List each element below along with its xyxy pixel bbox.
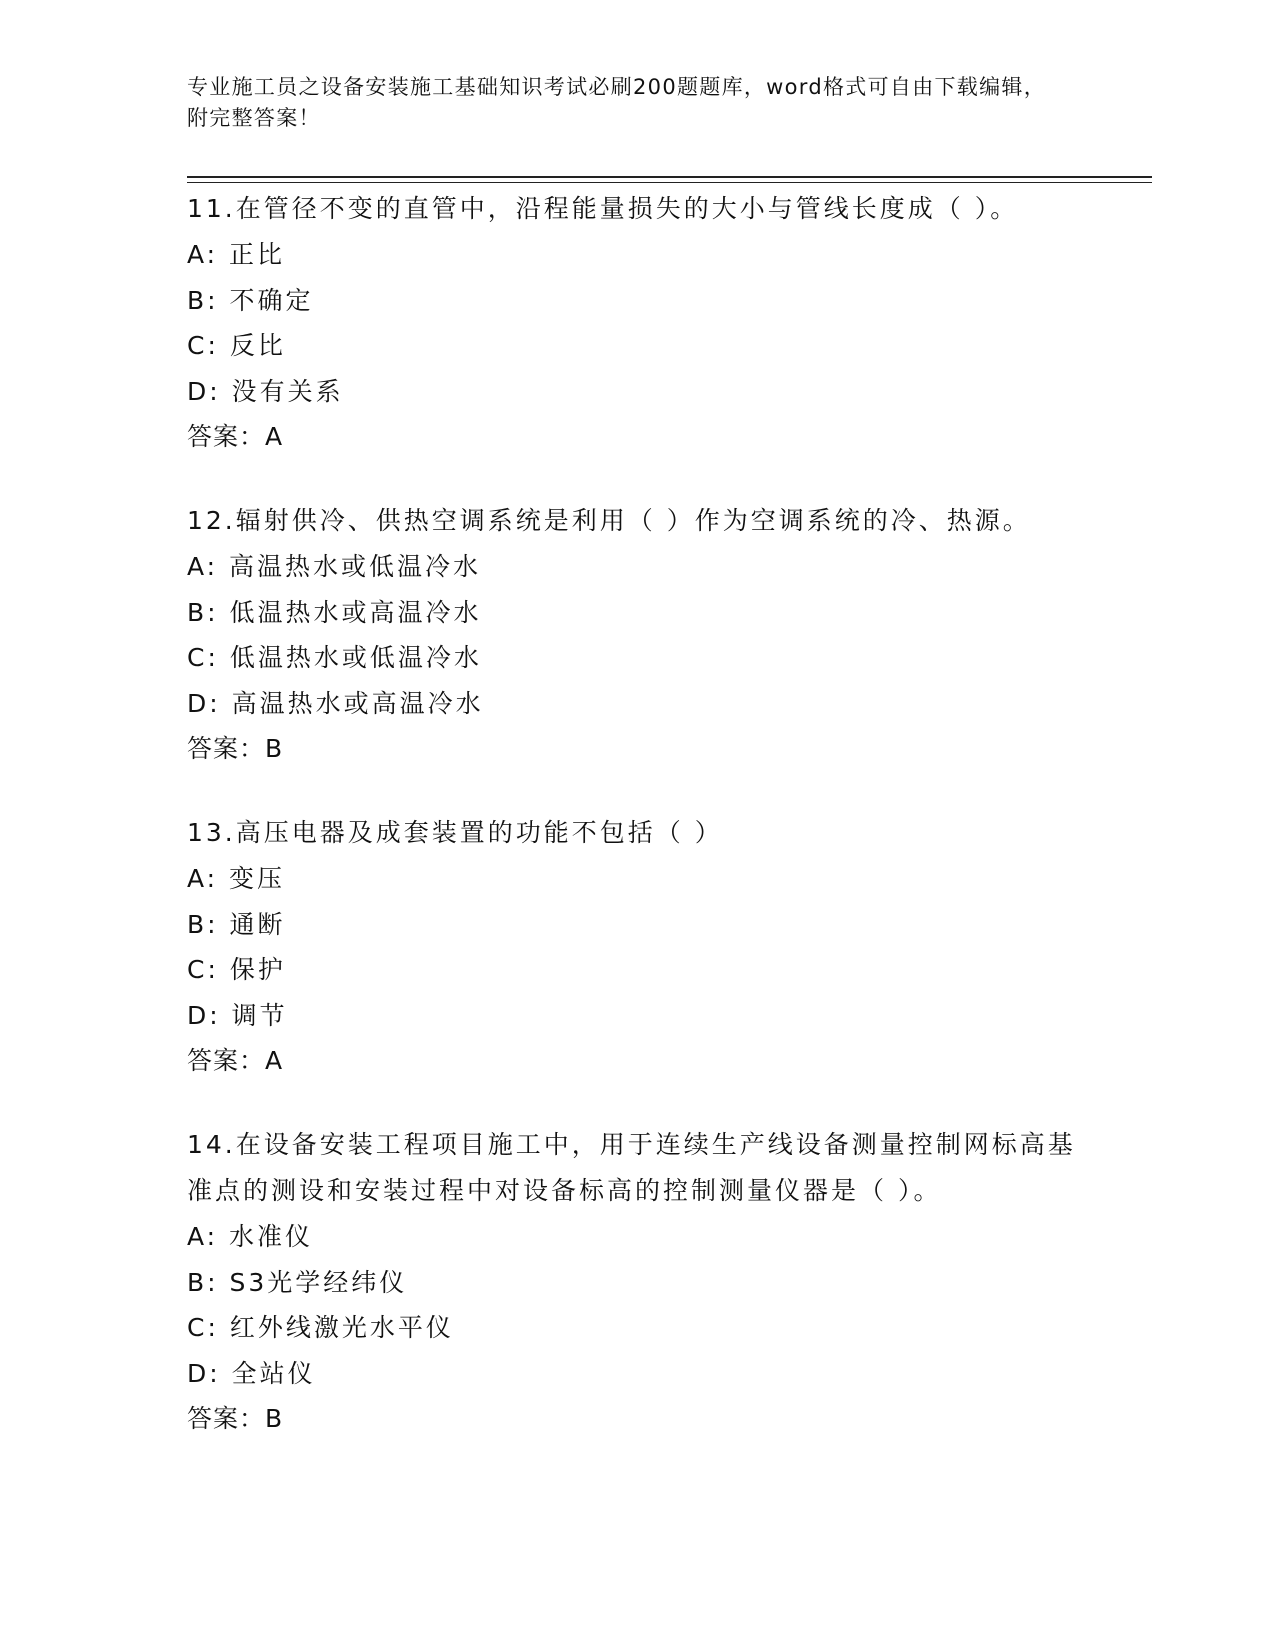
answer-value: A xyxy=(265,1046,284,1075)
option-b: B: 不确定 xyxy=(187,285,314,315)
option-b: B: S3光学经纬仪 xyxy=(187,1267,408,1297)
option-d: D: 没有关系 xyxy=(187,376,344,406)
option-c: C: 保护 xyxy=(187,955,286,984)
option-b: B: 低温热水或高温冷水 xyxy=(187,597,482,627)
question-title: 13.高压电器及成套装置的功能不包括（ ） xyxy=(187,818,723,847)
answer-label: 答案： xyxy=(187,422,266,451)
question-list xyxy=(187,186,1087,1480)
question-11 xyxy=(187,186,1087,460)
answer-label: 答案： xyxy=(187,1046,266,1075)
question-14 xyxy=(187,1122,1087,1442)
question-title: 12.辐射供冷、供热空调系统是利用（ ）作为空调系统的冷、热源。 xyxy=(187,506,1031,535)
option-a: A: 正比 xyxy=(187,240,286,269)
option-a: A: 水准仪 xyxy=(187,1222,314,1251)
answer-line xyxy=(187,726,1087,772)
option-c: C: 低温热水或低温冷水 xyxy=(187,643,482,672)
question-13 xyxy=(187,810,1087,1084)
answer-value: B xyxy=(265,734,284,763)
option-d: D: 高温热水或高温冷水 xyxy=(187,688,484,718)
answer-line xyxy=(187,1396,1087,1442)
option-c: C: 红外线激光水平仪 xyxy=(187,1313,454,1342)
header-divider-thin xyxy=(187,182,1152,183)
option-b: B: 通断 xyxy=(187,909,286,939)
option-a: A: 变压 xyxy=(187,864,286,893)
question-title: 11.在管径不变的直管中，沿程能量损失的大小与管线长度成（ ）。 xyxy=(187,194,1019,223)
question-title: 14.在设备安装工程项目施工中，用于连续生产线设备测量控制网标高基准点的测设和安装过程中对设备标高的控制测量仪器是（ ）。 xyxy=(187,1130,1076,1205)
document-header: 专业施工员之设备安装施工基础知识考试必刷200题题库，word格式可自由下载编辑，附完整答案！ xyxy=(187,75,1046,130)
option-a: A: 高温热水或低温冷水 xyxy=(187,552,482,581)
option-d: D: 调节 xyxy=(187,1000,288,1030)
answer-value: A xyxy=(265,422,284,451)
question-12 xyxy=(187,498,1087,772)
answer-line xyxy=(187,414,1087,460)
option-d: D: 全站仪 xyxy=(187,1358,316,1388)
option-c: C: 反比 xyxy=(187,331,286,360)
answer-value: B xyxy=(265,1404,284,1433)
answer-label: 答案： xyxy=(187,734,266,763)
answer-line xyxy=(187,1038,1087,1084)
header-divider-thick xyxy=(187,176,1152,178)
answer-label: 答案： xyxy=(187,1404,266,1433)
